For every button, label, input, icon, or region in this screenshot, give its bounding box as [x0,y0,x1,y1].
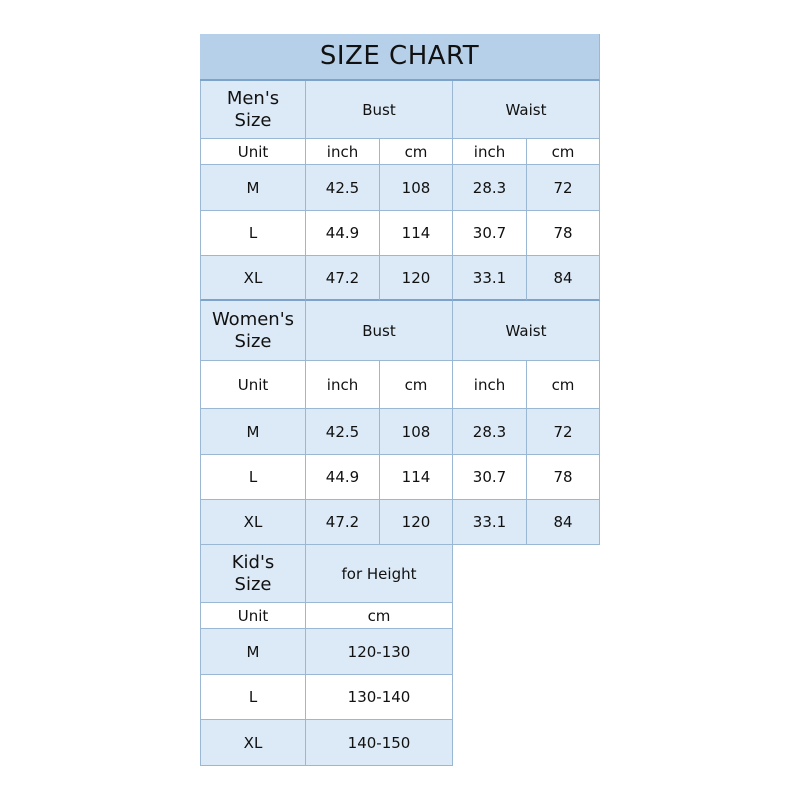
men-unit-bust-cm: cm [380,139,453,165]
men-row-l-waist-inch: 30.7 [453,211,527,256]
men-unit-label: Unit [200,139,306,165]
men-row-xl-waist-inch: 33.1 [453,256,527,301]
women-unit-waist-inch: inch [453,361,527,409]
women-row-xl-bust-inch: 47.2 [306,500,380,545]
women-row-xl-size: XL [200,500,306,545]
women-row-m-bust-cm: 108 [380,409,453,455]
women-unit-bust-inch: inch [306,361,380,409]
men-row-xl-bust-cm: 120 [380,256,453,301]
men-size-label: Men's Size [200,81,306,139]
men-row-xl-waist-cm: 84 [527,256,600,301]
kids-height-header: for Height [306,545,453,603]
women-waist-header: Waist [453,301,600,361]
men-row-m-bust-cm: 108 [380,165,453,211]
men-row-l-waist-cm: 78 [527,211,600,256]
women-row-m-size: M [200,409,306,455]
kids-size-label: Kid's Size [200,545,306,603]
women-unit-label: Unit [200,361,306,409]
women-row-l-waist-inch: 30.7 [453,455,527,500]
women-row-xl-bust-cm: 120 [380,500,453,545]
kids-row-xl-height: 140-150 [306,720,453,766]
kids-unit-cm: cm [306,603,453,629]
chart-title: SIZE CHART [200,34,600,81]
men-row-xl-size: XL [200,256,306,301]
men-unit-waist-inch: inch [453,139,527,165]
men-waist-header: Waist [453,81,600,139]
kids-row-m-height: 120-130 [306,629,453,675]
men-row-m-waist-inch: 28.3 [453,165,527,211]
women-row-m-waist-cm: 72 [527,409,600,455]
kids-unit-label: Unit [200,603,306,629]
women-unit-bust-cm: cm [380,361,453,409]
men-row-l-size: L [200,211,306,256]
women-row-xl-waist-cm: 84 [527,500,600,545]
men-row-l-bust-cm: 114 [380,211,453,256]
kids-row-xl-size: XL [200,720,306,766]
men-unit-bust-inch: inch [306,139,380,165]
women-row-l-bust-inch: 44.9 [306,455,380,500]
women-row-l-size: L [200,455,306,500]
women-unit-waist-cm: cm [527,361,600,409]
kids-row-m-size: M [200,629,306,675]
women-row-xl-waist-inch: 33.1 [453,500,527,545]
men-row-m-size: M [200,165,306,211]
men-row-l-bust-inch: 44.9 [306,211,380,256]
men-row-xl-bust-inch: 47.2 [306,256,380,301]
men-row-m-waist-cm: 72 [527,165,600,211]
women-row-m-bust-inch: 42.5 [306,409,380,455]
kids-row-l-size: L [200,675,306,720]
women-row-l-waist-cm: 78 [527,455,600,500]
men-bust-header: Bust [306,81,453,139]
women-size-label: Women's Size [200,301,306,361]
men-row-m-bust-inch: 42.5 [306,165,380,211]
women-row-m-waist-inch: 28.3 [453,409,527,455]
kids-row-l-height: 130-140 [306,675,453,720]
women-row-l-bust-cm: 114 [380,455,453,500]
men-unit-waist-cm: cm [527,139,600,165]
women-bust-header: Bust [306,301,453,361]
